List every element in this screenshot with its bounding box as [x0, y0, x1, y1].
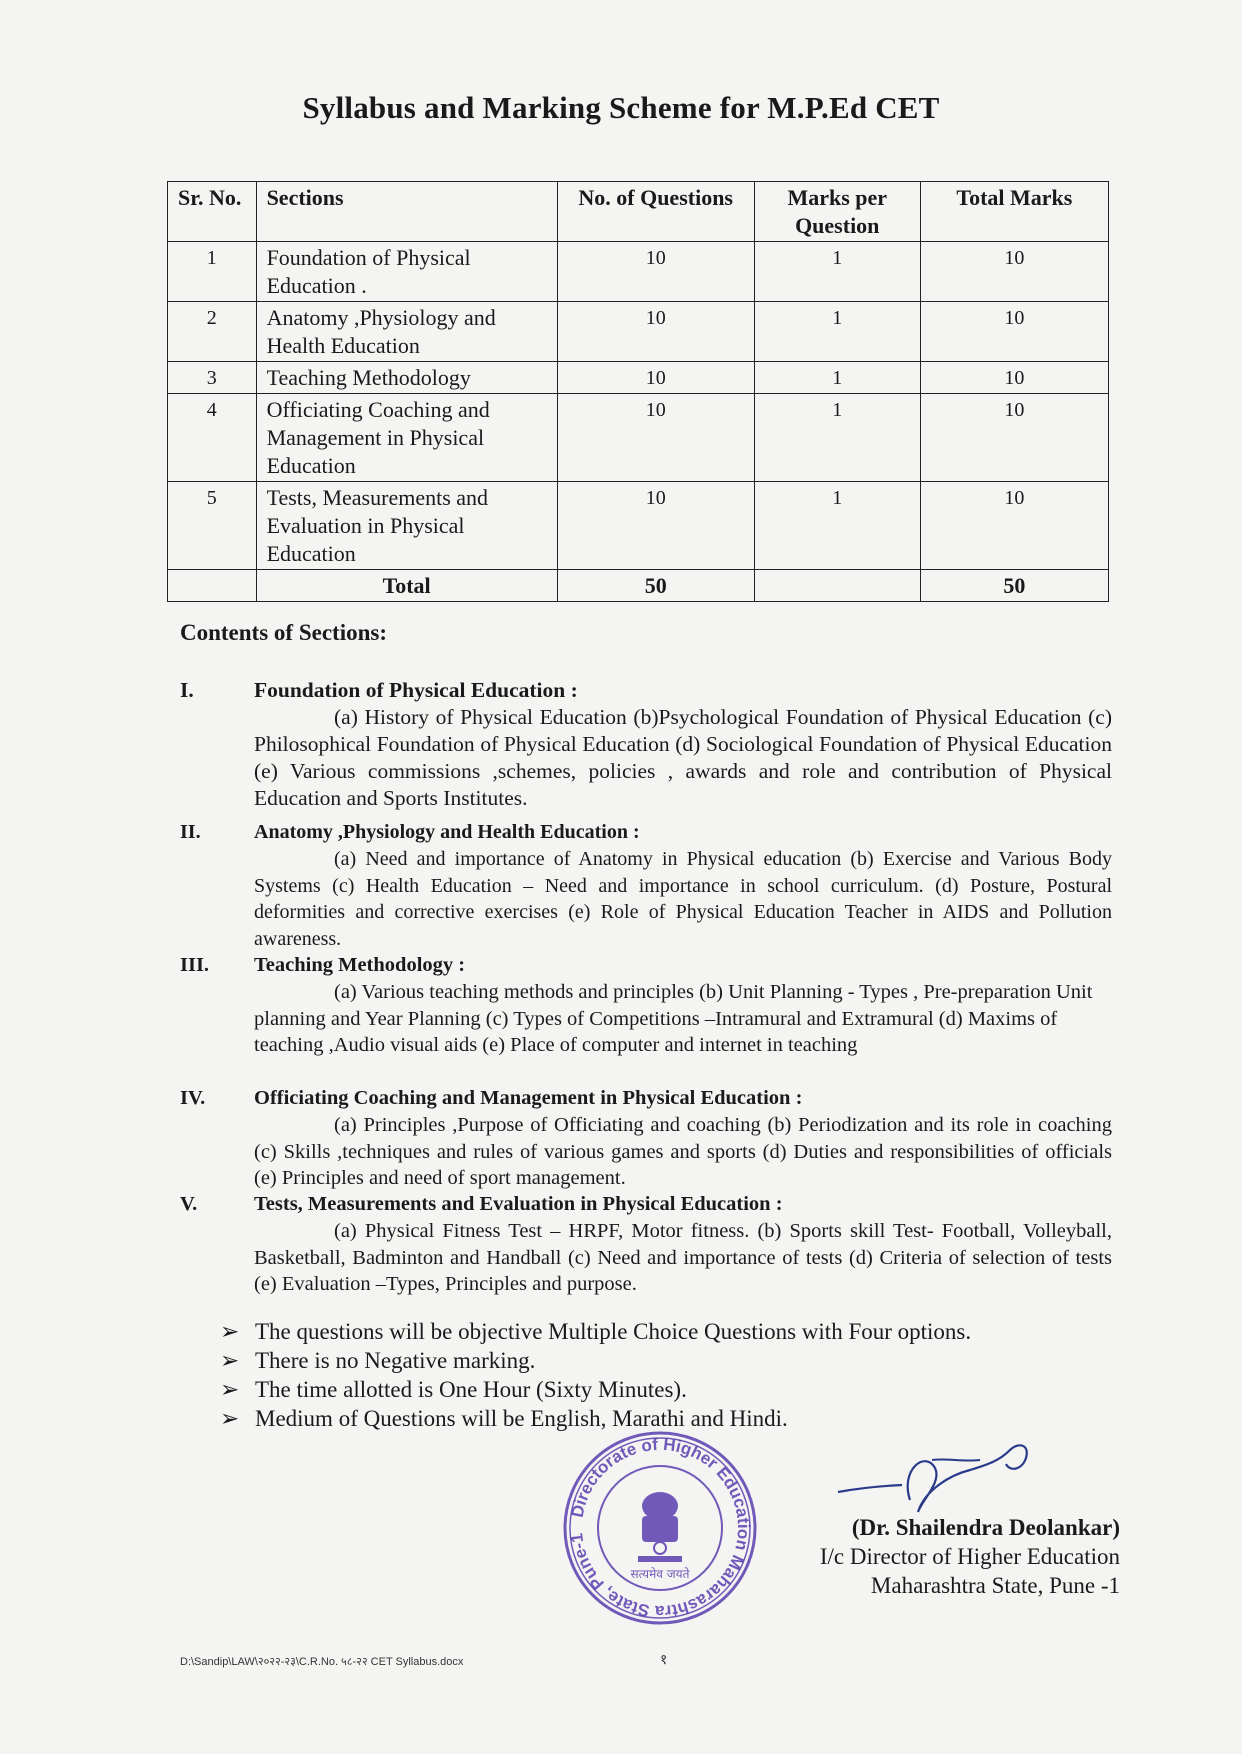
section-block: [180, 677, 1115, 815]
section-body: (a) Various teaching methods and principles (b) Unit Planning - Types , Pre-preparation Unit planning and Year Planning (c) Types of Competitions –Intramural and Extramural (d) Maxims of teaching ,Audio visual aids (e) Place of computer and internet in teaching: [254, 981, 1093, 1056]
row-marks: 1: [754, 482, 920, 570]
row-marks: 1: [754, 242, 920, 302]
note-text: The questions will be objective Multiple Choice Questions with Four options.: [255, 1319, 972, 1344]
signer-place: Maharashtra State, Pune -1: [870, 1573, 1120, 1598]
row-total: 10: [920, 482, 1108, 570]
note-text: The time allotted is One Hour (Sixty Minutes).: [255, 1377, 687, 1402]
table-total-row: [168, 570, 1109, 602]
signer-designation: I/c Director of Higher Education: [819, 1544, 1120, 1569]
official-seal-stamp: [560, 1428, 760, 1628]
page-title: Syllabus and Marking Scheme for M.P.Ed CET: [302, 90, 940, 125]
section-block: [180, 819, 1115, 949]
row-section: Foundation of Physical Education .: [256, 242, 557, 302]
section-number: IV.: [180, 1087, 206, 1109]
header-marks-per-question: Marks per Question: [754, 182, 920, 242]
total-label: Total: [256, 570, 557, 602]
signer-block: [790, 1513, 1120, 1600]
row-total: 10: [920, 242, 1108, 302]
table-row: [168, 302, 1109, 362]
section-number: I.: [180, 678, 194, 702]
row-total: 10: [920, 302, 1108, 362]
row-questions: 10: [557, 302, 754, 362]
section-heading: Foundation of Physical Education :: [254, 678, 578, 702]
row-section: Teaching Methodology: [256, 362, 557, 394]
row-sr: 1: [168, 242, 257, 302]
row-questions: 10: [557, 242, 754, 302]
note-text: Medium of Questions will be English, Marathi and Hindi.: [255, 1406, 788, 1431]
contents-heading: Contents of Sections:: [180, 620, 387, 645]
section-body: (a) History of Physical Education (b)Psychological Foundation of Physical Education (c) Philosophical Foundation of Physical Education (d) Sociological Foundation of Physical Education (e) Various commissions ,schemes, policies , awards and role and contribution of Physical Education and Sports Institutes.: [254, 705, 1112, 810]
section-body: (a) Physical Fitness Test – HRPF, Motor fitness. (b) Sports skill Test- Football, Volleyball, Basketball, Badminton and Handball (c) Need and importance of tests (d) Criteria of selection of tests (e) Evaluation –Types, Principles and purpose.: [254, 1220, 1112, 1295]
row-total: 10: [920, 394, 1108, 482]
note-text: There is no Negative marking.: [255, 1348, 536, 1373]
arrow-bullet-icon: ➢: [220, 1406, 240, 1431]
section-number: V.: [180, 1193, 198, 1215]
section-block: [180, 1085, 1115, 1195]
section-body: (a) Principles ,Purpose of Officiating and coaching (b) Periodization and its role in coaching (c) Skills ,techniques and rules of various games and sports (d) Duties and responsibilities of officials (e) Principles and need of sport management.: [254, 1114, 1112, 1189]
row-sr: 4: [168, 394, 257, 482]
section-body: (a) Need and importance of Anatomy in Physical education (b) Exercise and Various Body Systems (c) Health Education – Need and importance in school curriculum. (d) Posture, Postural deformities and corrective exercises (e) Role of Physical Education Teacher in AIDS and Pollution awareness.: [254, 848, 1112, 950]
header-sr-no: Sr. No.: [168, 182, 257, 242]
footer-file-path: D:\Sandip\LAW\२०२२-२३\C.R.No. ५८-२२ CET Syllabus.docx: [180, 1656, 464, 1668]
table-row: [168, 362, 1109, 394]
handwritten-signature: [830, 1430, 1050, 1520]
arrow-bullet-icon: ➢: [220, 1348, 240, 1373]
table-row: [168, 242, 1109, 302]
header-no-of-questions: No. of Questions: [557, 182, 754, 242]
header-total-marks: Total Marks: [920, 182, 1108, 242]
total-blank: [168, 570, 257, 602]
section-block: [180, 1191, 1115, 1301]
section-heading: Teaching Methodology :: [254, 954, 466, 976]
header-sections: Sections: [256, 182, 557, 242]
table-row: [168, 394, 1109, 482]
signer-name: (Dr. Shailendra Deolankar): [851, 1515, 1120, 1540]
row-section: Anatomy ,Physiology and Health Education: [256, 302, 557, 362]
row-questions: 10: [557, 482, 754, 570]
footer-page-number: १: [660, 1653, 668, 1668]
section-number: III.: [180, 954, 210, 976]
row-marks: 1: [754, 394, 920, 482]
section-heading: Anatomy ,Physiology and Health Education :: [254, 821, 640, 843]
total-marks-blank: [754, 570, 920, 602]
marking-scheme-table: [167, 181, 1109, 602]
row-sr: 3: [168, 362, 257, 394]
total-marks: 50: [920, 570, 1108, 602]
seal-ring-text: Directorate of Higher Education Maharashtra State, Pune-1: [567, 1434, 754, 1622]
arrow-bullet-icon: ➢: [220, 1377, 240, 1402]
row-questions: 10: [557, 362, 754, 394]
row-section: Tests, Measurements and Evaluation in Physical Education: [256, 482, 557, 570]
table-row: [168, 482, 1109, 570]
section-number: II.: [180, 821, 201, 843]
row-marks: 1: [754, 362, 920, 394]
emblem-icon: [638, 1492, 682, 1562]
row-sr: 2: [168, 302, 257, 362]
row-sr: 5: [168, 482, 257, 570]
row-marks: 1: [754, 302, 920, 362]
seal-motto: सत्यमेव जयते: [630, 1567, 690, 1581]
row-questions: 10: [557, 394, 754, 482]
section-heading: Officiating Coaching and Management in Physical Education :: [254, 1087, 803, 1109]
row-section: Officiating Coaching and Management in Physical Education: [256, 394, 557, 482]
table-header-row: [168, 182, 1109, 242]
total-questions: 50: [557, 570, 754, 602]
section-block: [180, 952, 1115, 1082]
row-total: 10: [920, 362, 1108, 394]
arrow-bullet-icon: ➢: [220, 1319, 240, 1344]
section-heading: Tests, Measurements and Evaluation in Physical Education :: [254, 1193, 783, 1215]
